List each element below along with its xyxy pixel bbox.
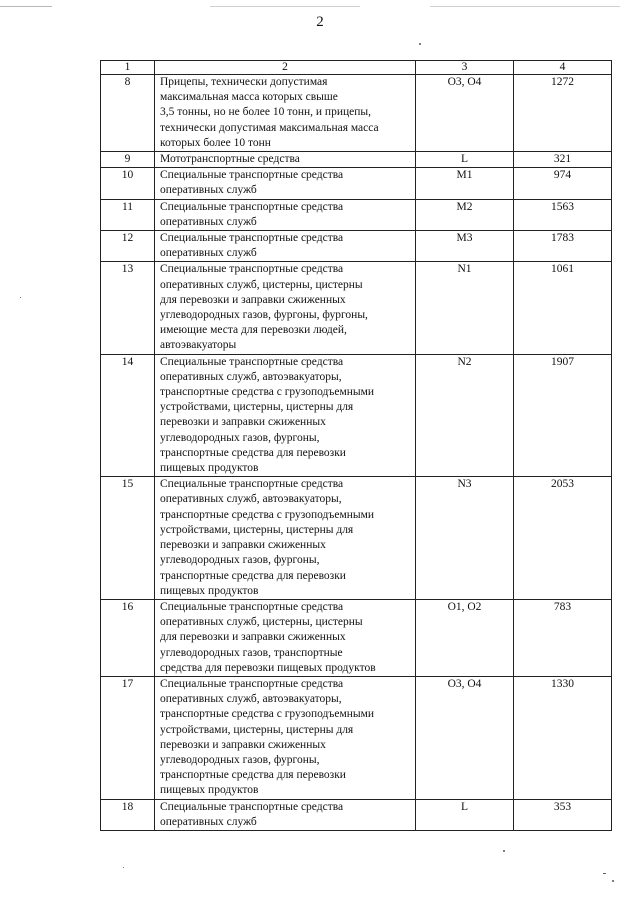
- description-line: оперативных служб, автоэвакуаторы,: [160, 493, 342, 506]
- description-line: углеводородных газов, транспортные: [160, 646, 343, 659]
- vehicle-category: N2: [416, 354, 514, 477]
- table-row: [101, 354, 612, 477]
- scan-artifact-line: [430, 6, 620, 7]
- description-line: Специальные транспортные средства: [160, 478, 344, 491]
- description-line: оперативных служб, цистерны, цистерны: [160, 616, 363, 629]
- description-line: транспортные средства для перевозки: [160, 569, 346, 582]
- description-line: Специальные транспортные средства: [160, 600, 344, 613]
- table-row: [101, 152, 612, 168]
- description-line: перевозки и заправки сжиженных: [160, 416, 326, 429]
- vehicle-description: [155, 599, 416, 676]
- column-header: 4: [514, 61, 612, 75]
- description-line: транспортные средства для перевозки: [160, 446, 346, 459]
- description-line: Мототранспортные средства: [160, 153, 300, 166]
- value-cell: 1061: [514, 262, 612, 354]
- vehicle-description: [155, 262, 416, 354]
- value-cell: 1783: [514, 231, 612, 262]
- description-line: оперативных служб: [160, 184, 257, 197]
- description-line: транспортные средства с грузоподъемными: [160, 708, 375, 721]
- description-line: технически допустимая максимальная масса: [160, 121, 379, 134]
- scan-artifact-line: [210, 6, 360, 7]
- scan-speck: [503, 850, 505, 852]
- table-row: [101, 599, 612, 676]
- table-header-row: [101, 61, 612, 75]
- vehicle-category: M3: [416, 231, 514, 262]
- description-line: оперативных служб, автоэвакуаторы,: [160, 693, 342, 706]
- vehicle-category: N3: [416, 477, 514, 600]
- description-line: Специальные транспортные средства: [160, 232, 344, 245]
- row-number: 13: [101, 262, 155, 354]
- row-number: 14: [101, 354, 155, 477]
- value-cell: 321: [514, 152, 612, 168]
- value-cell: 1272: [514, 75, 612, 152]
- description-line: Специальные транспортные средства: [160, 263, 344, 276]
- description-line: средства для перевозки пищевых продуктов: [160, 661, 376, 674]
- vehicle-description: [155, 152, 416, 168]
- value-cell: 353: [514, 799, 612, 830]
- description-line: автоэвакуаторы: [160, 339, 237, 352]
- row-number: 16: [101, 599, 155, 676]
- scan-speck: [419, 43, 421, 45]
- description-line: пищевых продуктов: [160, 584, 259, 597]
- description-line: оперативных служб: [160, 815, 257, 828]
- description-line: оперативных служб: [160, 247, 257, 260]
- description-line: Прицепы, технически допустимая: [160, 76, 328, 88]
- description-line: устройствами, цистерны, цистерны для: [160, 401, 354, 414]
- row-number: 15: [101, 477, 155, 600]
- description-line: устройствами, цистерны, цистерны для: [160, 723, 354, 736]
- description-line: Специальные транспортные средства: [160, 677, 344, 690]
- description-line: оперативных служб, цистерны, цистерны: [160, 278, 363, 291]
- vehicle-description: [155, 477, 416, 600]
- description-line: транспортные средства с грузоподъемными: [160, 508, 375, 521]
- vehicle-description: [155, 799, 416, 830]
- page-number: 2: [316, 14, 324, 30]
- scan-speck: [20, 297, 21, 298]
- vehicle-description: [155, 231, 416, 262]
- description-line: Специальные транспортные средства: [160, 169, 344, 182]
- description-line: углеводородных газов, фургоны,: [160, 554, 320, 567]
- column-header: 3: [416, 61, 514, 75]
- vehicle-description: [155, 168, 416, 199]
- row-number: 10: [101, 168, 155, 199]
- vehicle-description: [155, 354, 416, 477]
- table-row: [101, 75, 612, 152]
- description-line: имеющие места для перевозки людей,: [160, 324, 347, 337]
- vehicle-description: [155, 75, 416, 152]
- row-number: 8: [101, 75, 155, 152]
- table-row: [101, 231, 612, 262]
- description-line: пищевых продуктов: [160, 462, 259, 475]
- scan-speck: [123, 867, 124, 868]
- value-cell: 1907: [514, 354, 612, 477]
- scan-speck: [603, 873, 606, 874]
- description-line: оперативных служб, автоэвакуаторы,: [160, 370, 342, 383]
- value-cell: 2053: [514, 477, 612, 600]
- vehicle-category-table: [100, 60, 612, 831]
- vehicle-category: O1, O2: [416, 599, 514, 676]
- table-row: [101, 168, 612, 199]
- row-number: 11: [101, 199, 155, 230]
- vehicle-category: L: [416, 152, 514, 168]
- scan-speck: [612, 880, 614, 882]
- description-line: Специальные транспортные средства: [160, 200, 344, 213]
- description-line: 3,5 тонны, но не более 10 тонн, и прицепы,: [160, 106, 372, 119]
- vehicle-description: [155, 676, 416, 799]
- description-line: перевозки и заправки сжиженных: [160, 738, 326, 751]
- vehicle-category: N1: [416, 262, 514, 354]
- description-line: которых более 10 тонн: [160, 136, 271, 149]
- table-row: [101, 477, 612, 600]
- vehicle-category: M1: [416, 168, 514, 199]
- vehicle-category: L: [416, 799, 514, 830]
- description-line: максимальная масса которых свыше: [160, 91, 338, 104]
- table-row: [101, 199, 612, 230]
- column-header: 1: [101, 61, 155, 75]
- description-line: пищевых продуктов: [160, 784, 259, 797]
- vehicle-category: O3, O4: [416, 676, 514, 799]
- row-number: 9: [101, 152, 155, 168]
- description-line: для перевозки и заправки сжиженных: [160, 293, 346, 306]
- value-cell: 1330: [514, 676, 612, 799]
- description-line: углеводородных газов, фургоны,: [160, 753, 320, 766]
- description-line: транспортные средства для перевозки: [160, 769, 346, 782]
- vehicle-category: O3, O4: [416, 75, 514, 152]
- table-row: [101, 262, 612, 354]
- description-line: оперативных служб: [160, 215, 257, 228]
- table-row: [101, 676, 612, 799]
- table-row: [101, 799, 612, 830]
- description-line: углеводородных газов, фургоны,: [160, 431, 320, 444]
- description-line: Специальные транспортные средства: [160, 800, 344, 813]
- value-cell: 1563: [514, 199, 612, 230]
- row-number: 12: [101, 231, 155, 262]
- vehicle-category: M2: [416, 199, 514, 230]
- vehicle-description: [155, 199, 416, 230]
- column-header: 2: [155, 61, 416, 75]
- description-line: углеводородных газов, фургоны, фургоны,: [160, 309, 368, 322]
- value-cell: 974: [514, 168, 612, 199]
- scan-artifact-line: [0, 6, 52, 7]
- description-line: для перевозки и заправки сжиженных: [160, 631, 346, 644]
- row-number: 18: [101, 799, 155, 830]
- value-cell: 783: [514, 599, 612, 676]
- row-number: 17: [101, 676, 155, 799]
- description-line: устройствами, цистерны, цистерны для: [160, 523, 354, 536]
- description-line: транспортные средства с грузоподъемными: [160, 386, 375, 399]
- description-line: перевозки и заправки сжиженных: [160, 539, 326, 552]
- description-line: Специальные транспортные средства: [160, 355, 344, 368]
- table-body: [101, 75, 612, 831]
